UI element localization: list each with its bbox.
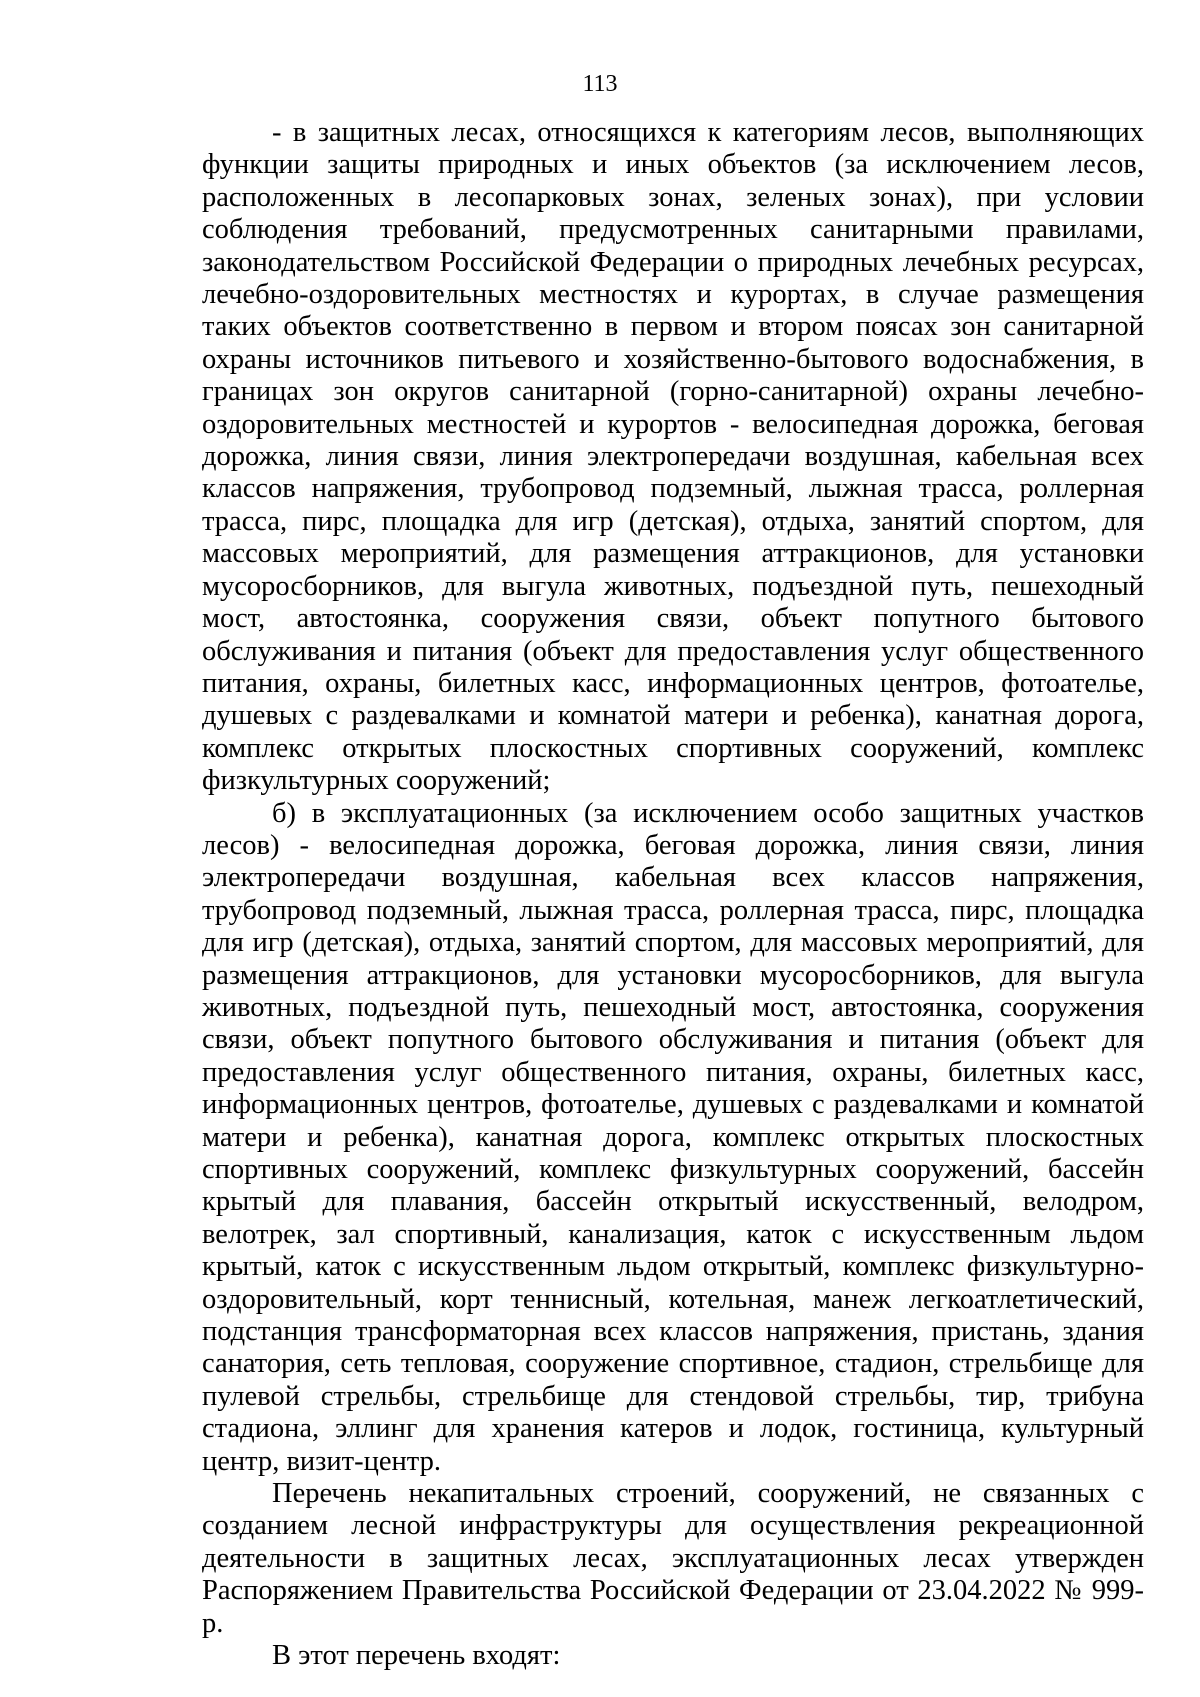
document-body (202, 117, 1144, 1673)
paragraph-list-intro: В этот перечень входят: (272, 1640, 561, 1672)
paragraph-non-capital-structures: Перечень некапитальных строений, сооружений, не связанных с созданием лесной инфраструктуры для осуществления рекреационной деятельности в защитных лесах, эксплуатационных лесах утвержден Распоряжением Правительства Российской Федерации от 23.04.2022 № 999-р. (202, 1478, 1144, 1639)
page-number: 113 (582, 71, 618, 97)
paragraph-operational-forests: б) в эксплуатационных (за исключением особо защитных участков лесов) - велосипедная дорожка, беговая дорожка, линия связи, линия электропередачи воздушная, кабельная всех классов напряжения, трубопровод подземный, лыжная трасса, роллерная трасса, пирс, площадка для игр (детская), отдыха, занятий спортом, для массовых мероприятий, для размещения аттракционов, для установки мусоросборников, для выгула животных, подъездной путь, пешеходный мост, автостоянка, сооружения связи, объект попутного бытового обслуживания и питания (объект для предоставления услуг общественного питания, охраны, билетных касс, информационных центров, фотоателье, душевых с раздевалками и комнатой матери и ребенка), канатная дорога, комплекс открытых плоскостных спортивных сооружений, комплекс физкультурных сооружений, бассейн крытый для плавания, бассейн открытый искусственный, велодром, велотрек, зал спортивный, канализация, каток с искусственным льдом крытый, каток с искусственным льдом открытый, комплекс физкультурно-оздоровительный, корт теннисный, котельная, манеж легкоатлетический, подстанция трансформаторная всех классов напряжения, пристань, здания санатория, сеть тепловая, сооружение спортивное, стадион, стрельбище для пулевой стрельбы, стрельбище для стендовой стрельбы, тир, трибуна стадиона, эллинг для хранения катеров и лодок, гостиница, культурный центр, визит-центр. (202, 797, 1144, 1477)
paragraph-protective-forests: - в защитных лесах, относящихся к категориям лесов, выполняющих функции защиты природных и иных объектов (за исключением лесов, расположенных в лесопарковых зонах, зеленых зонах), при условии соблюдения требований, предусмотренных санитарными правилами, законодательством Российской Федерации о природных лечебных ресурсах, лечебно-оздоровительных местностях и курортах, в случае размещения таких объектов соответственно в первом и втором поясах зон санитарной охраны источников питьевого и хозяйственно-бытового водоснабжения, в границах зон округов санитарной (горно-санитарной) охраны лечебно-оздоровительных местностей и курортов - велосипедная дорожка, беговая дорожка, линия связи, линия электропередачи воздушная, кабельная всех классов напряжения, трубопровод подземный, лыжная трасса, роллерная трасса, пирс, площадка для игр (детская), отдыха, занятий спортом, для массовых мероприятий, для размещения аттракционов, для установки мусоросборников, для выгула животных, подъездной путь, пешеходный мост, автостоянка, сооружения связи, объект попутного бытового обслуживания и питания (объект для предоставления услуг общественного питания, охраны, билетных касс, информационных центров, фотоателье, душевых с раздевалками и комнатой матери и ребенка), канатная дорога, комплекс открытых плоскостных спортивных сооружений, комплекс физкультурных сооружений; (202, 117, 1144, 797)
